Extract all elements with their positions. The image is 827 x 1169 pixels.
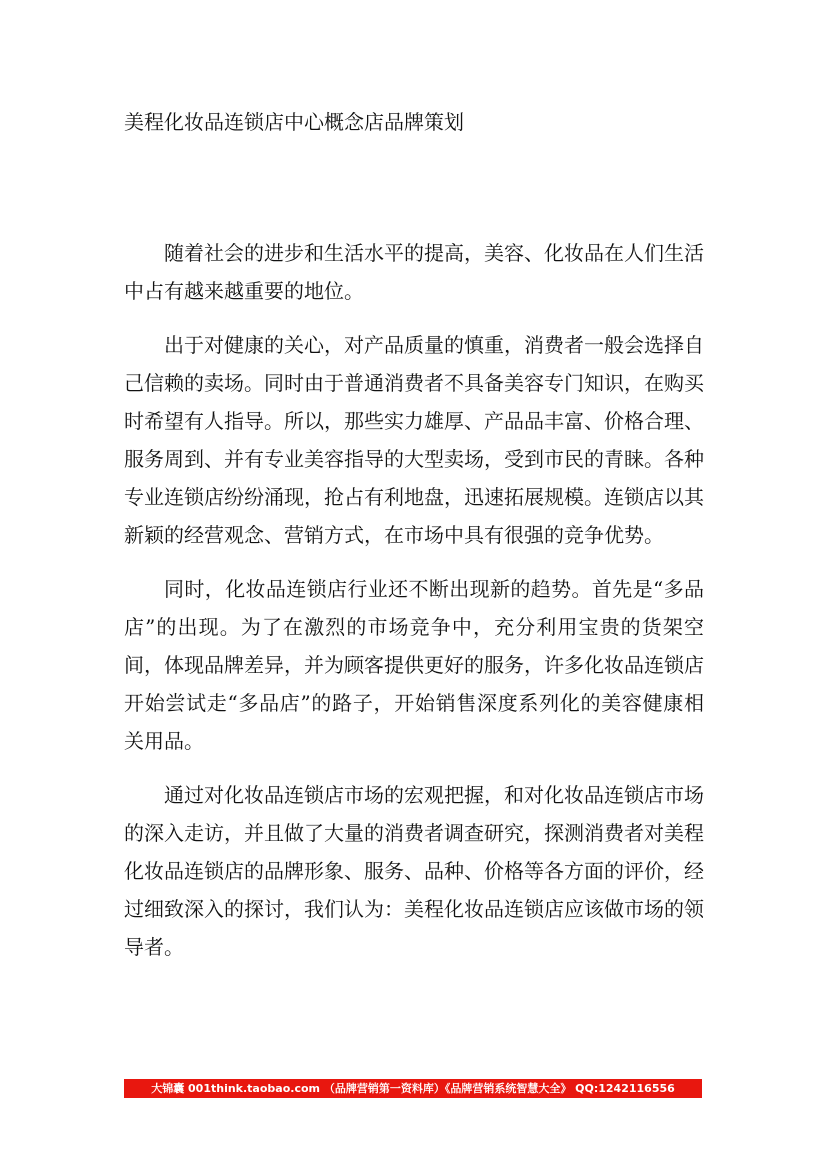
paragraph-4: 通过对化妆品连锁店市场的宏观把握，和对化妆品连锁店市场的深入走访，并且做了大量的消费者调查研究，探测消费者对美程化妆品连锁店的品牌形象、服务、品种、价格等各方面的评价，经过细致深入的探讨，我们认为：美程化妆品连锁店应该做市场的领导者。 (124, 783, 704, 959)
page-title: 美程化妆品连锁店中心概念店品牌策划 (124, 110, 464, 134)
paragraph-3: 同时，化妆品连锁店行业还不断出现新的趋势。首先是“多品店”的出现。为了在激烈的市场竞争中，充分利用宝贵的货架空间，体现品牌差异，并为顾客提供更好的服务，许多化妆品连锁店开始尝试走“多品店”的路子，开始销售深度系列化的美容健康相关用品。 (124, 577, 704, 753)
paragraph-1: 随着社会的进步和生活水平的提高，美容、化妆品在人们生活中占有越来越重要的地位。 (124, 241, 704, 303)
footer-banner: 大锦囊 001think.taobao.com （品牌营销第一资料库）《品牌营销系统智慧大全》 QQ:1242116556 (124, 1079, 702, 1098)
document-body (124, 234, 704, 982)
paragraph-2: 出于对健康的关心，对产品质量的慎重，消费者一般会选择自己信赖的卖场。同时由于普通消费者不具备美容专门知识，在购买时希望有人指导。所以，那些实力雄厚、产品品丰富、价格合理、服务周到、并有专业美容指导的大型卖场，受到市民的青睐。各种专业连锁店纷纷涌现，抢占有利地盘，迅速拓展规模。连锁店以其新颖的经营观念、营销方式，在市场中具有很强的竞争优势。 (124, 333, 704, 547)
